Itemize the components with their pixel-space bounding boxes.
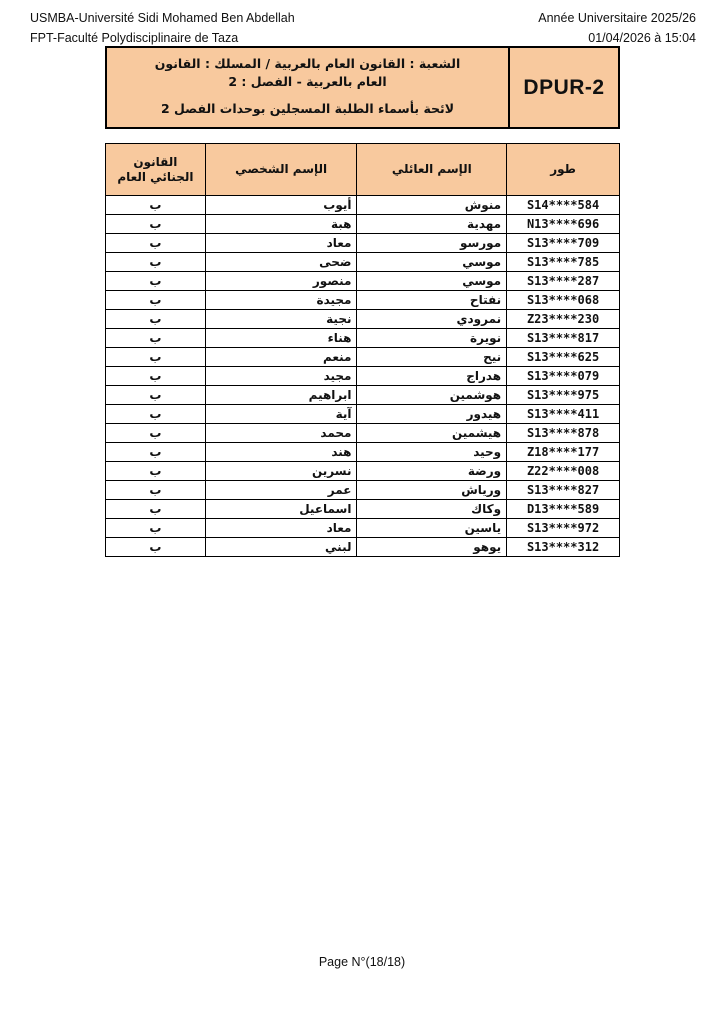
student-code-cell: S13****287 (507, 272, 620, 291)
student-personal-name-cell: نسرين (205, 462, 357, 481)
academic-year: Année Universitaire 2025/26 (538, 11, 696, 25)
student-code-cell: D13****589 (507, 500, 620, 519)
column-header-module: القانون الجنائي العام (106, 144, 206, 196)
student-row (106, 348, 620, 367)
student-module-grade-cell: ب (106, 367, 206, 386)
student-row (106, 424, 620, 443)
student-row (106, 253, 620, 272)
student-personal-name-cell: عمر (205, 481, 357, 500)
student-module-grade-cell: ب (106, 500, 206, 519)
student-module-grade-cell: ب (106, 386, 206, 405)
student-personal-name-cell: منصور (205, 272, 357, 291)
student-personal-name-cell: آية (205, 405, 357, 424)
student-family-name-cell: هوشمين (357, 386, 507, 405)
student-family-name-cell: وكاك (357, 500, 507, 519)
institution-block (30, 8, 295, 48)
student-module-grade-cell: ب (106, 443, 206, 462)
title-text-cell (107, 48, 510, 127)
student-module-grade-cell: ب (106, 329, 206, 348)
student-code-cell: S13****975 (507, 386, 620, 405)
student-module-grade-cell: ب (106, 405, 206, 424)
students-table-head (106, 144, 620, 196)
student-module-grade-cell: ب (106, 291, 206, 310)
student-code-cell: Z18****177 (507, 443, 620, 462)
student-personal-name-cell: لبني (205, 538, 357, 557)
student-row (106, 272, 620, 291)
page-number: Page N°(18/18) (318, 955, 406, 969)
student-code-cell: S14****584 (507, 196, 620, 215)
student-personal-name-cell: ضحى (205, 253, 357, 272)
title-line-1: الشعبة : القانون العام بالعربية / المسلك : القانون (154, 56, 461, 71)
student-family-name-cell: ورياش (357, 481, 507, 500)
student-family-name-cell: نيح (357, 348, 507, 367)
student-family-name-cell: نفتاح (357, 291, 507, 310)
student-row (106, 481, 620, 500)
student-code-cell: S13****972 (507, 519, 620, 538)
student-row (106, 386, 620, 405)
student-module-grade-cell: ب (106, 348, 206, 367)
student-personal-name-cell: هند (205, 443, 357, 462)
student-row (106, 310, 620, 329)
student-family-name-cell: ياسين (357, 519, 507, 538)
student-row (106, 329, 620, 348)
student-personal-name-cell: ابراهيم (205, 386, 357, 405)
student-code-cell: Z23****230 (507, 310, 620, 329)
student-module-grade-cell: ب (106, 424, 206, 443)
student-row (106, 215, 620, 234)
student-code-cell: S13****827 (507, 481, 620, 500)
column-header-code: طور (507, 144, 620, 196)
student-family-name-cell: موسي (357, 272, 507, 291)
student-family-name-cell: هيشمين (357, 424, 507, 443)
title-line-2: العام بالعربية - الفصل : 2 (228, 74, 387, 90)
student-code-cell: S13****625 (507, 348, 620, 367)
student-code-cell: Z22****008 (507, 462, 620, 481)
page-header (30, 8, 696, 48)
student-row (106, 291, 620, 310)
student-code-cell: S13****785 (507, 253, 620, 272)
student-family-name-cell: ورضة (357, 462, 507, 481)
student-module-grade-cell: ب (106, 234, 206, 253)
student-personal-name-cell: اسماعيل (205, 500, 357, 519)
student-module-grade-cell: ب (106, 481, 206, 500)
university-name: USMBA-Université Sidi Mohamed Ben Abdellah (30, 11, 295, 25)
student-personal-name-cell: هبة (205, 215, 357, 234)
student-module-grade-cell: ب (106, 462, 206, 481)
student-row (106, 443, 620, 462)
session-block (538, 8, 696, 48)
student-module-grade-cell: ب (106, 538, 206, 557)
student-row (106, 196, 620, 215)
student-code-cell: S13****068 (507, 291, 620, 310)
student-row (106, 500, 620, 519)
student-module-grade-cell: ب (106, 196, 206, 215)
student-module-grade-cell: ب (106, 215, 206, 234)
student-module-grade-cell: ب (106, 272, 206, 291)
student-personal-name-cell: أيوب (205, 196, 357, 215)
student-module-grade-cell: ب (106, 253, 206, 272)
faculty-name: FPT-Faculté Polydisciplinaire de Taza (30, 31, 239, 45)
student-personal-name-cell: معاد (205, 519, 357, 538)
student-family-name-cell: نويرة (357, 329, 507, 348)
student-row (106, 538, 620, 557)
students-table (105, 143, 620, 557)
student-code-cell: S13****878 (507, 424, 620, 443)
student-code-cell: S13****079 (507, 367, 620, 386)
student-family-name-cell: هيدور (357, 405, 507, 424)
student-row (106, 405, 620, 424)
student-personal-name-cell: نجية (205, 310, 357, 329)
title-subtitle: لائحة بأسماء الطلبة المسجلين بوحدات الفصل 2 (160, 100, 455, 116)
student-personal-name-cell: منعم (205, 348, 357, 367)
student-family-name-cell: موسي (357, 253, 507, 272)
student-family-name-cell: نمرودي (357, 310, 507, 329)
student-family-name-cell: مهدية (357, 215, 507, 234)
title-lines (113, 55, 502, 91)
print-datetime: 01/04/2026 à 15:04 (588, 31, 696, 45)
student-code-cell: S13****411 (507, 405, 620, 424)
column-header-family-name: الإسم العائلي (357, 144, 507, 196)
program-code-cell: DPUR-2 (523, 75, 605, 99)
student-code-cell: N13****696 (507, 215, 620, 234)
student-personal-name-cell: معاد (205, 234, 357, 253)
students-table-body (106, 196, 620, 557)
student-row (106, 519, 620, 538)
student-code-cell: S13****709 (507, 234, 620, 253)
student-module-grade-cell: ب (106, 310, 206, 329)
title-box (105, 46, 620, 129)
student-module-grade-cell: ب (106, 519, 206, 538)
student-family-name-cell: يوهو (357, 538, 507, 557)
student-personal-name-cell: هناء (205, 329, 357, 348)
student-family-name-cell: منوش (357, 196, 507, 215)
student-personal-name-cell: مجيدة (205, 291, 357, 310)
header-row (106, 144, 620, 196)
student-row (106, 367, 620, 386)
student-family-name-cell: هدراج (357, 367, 507, 386)
student-personal-name-cell: مجيد (205, 367, 357, 386)
student-code-cell: S13****817 (507, 329, 620, 348)
student-personal-name-cell: محمد (205, 424, 357, 443)
column-header-personal-name: الإسم الشخصي (205, 144, 357, 196)
student-family-name-cell: مورسو (357, 234, 507, 253)
student-row (106, 462, 620, 481)
student-row (106, 234, 620, 253)
student-family-name-cell: وحيد (357, 443, 507, 462)
student-code-cell: S13****312 (507, 538, 620, 557)
